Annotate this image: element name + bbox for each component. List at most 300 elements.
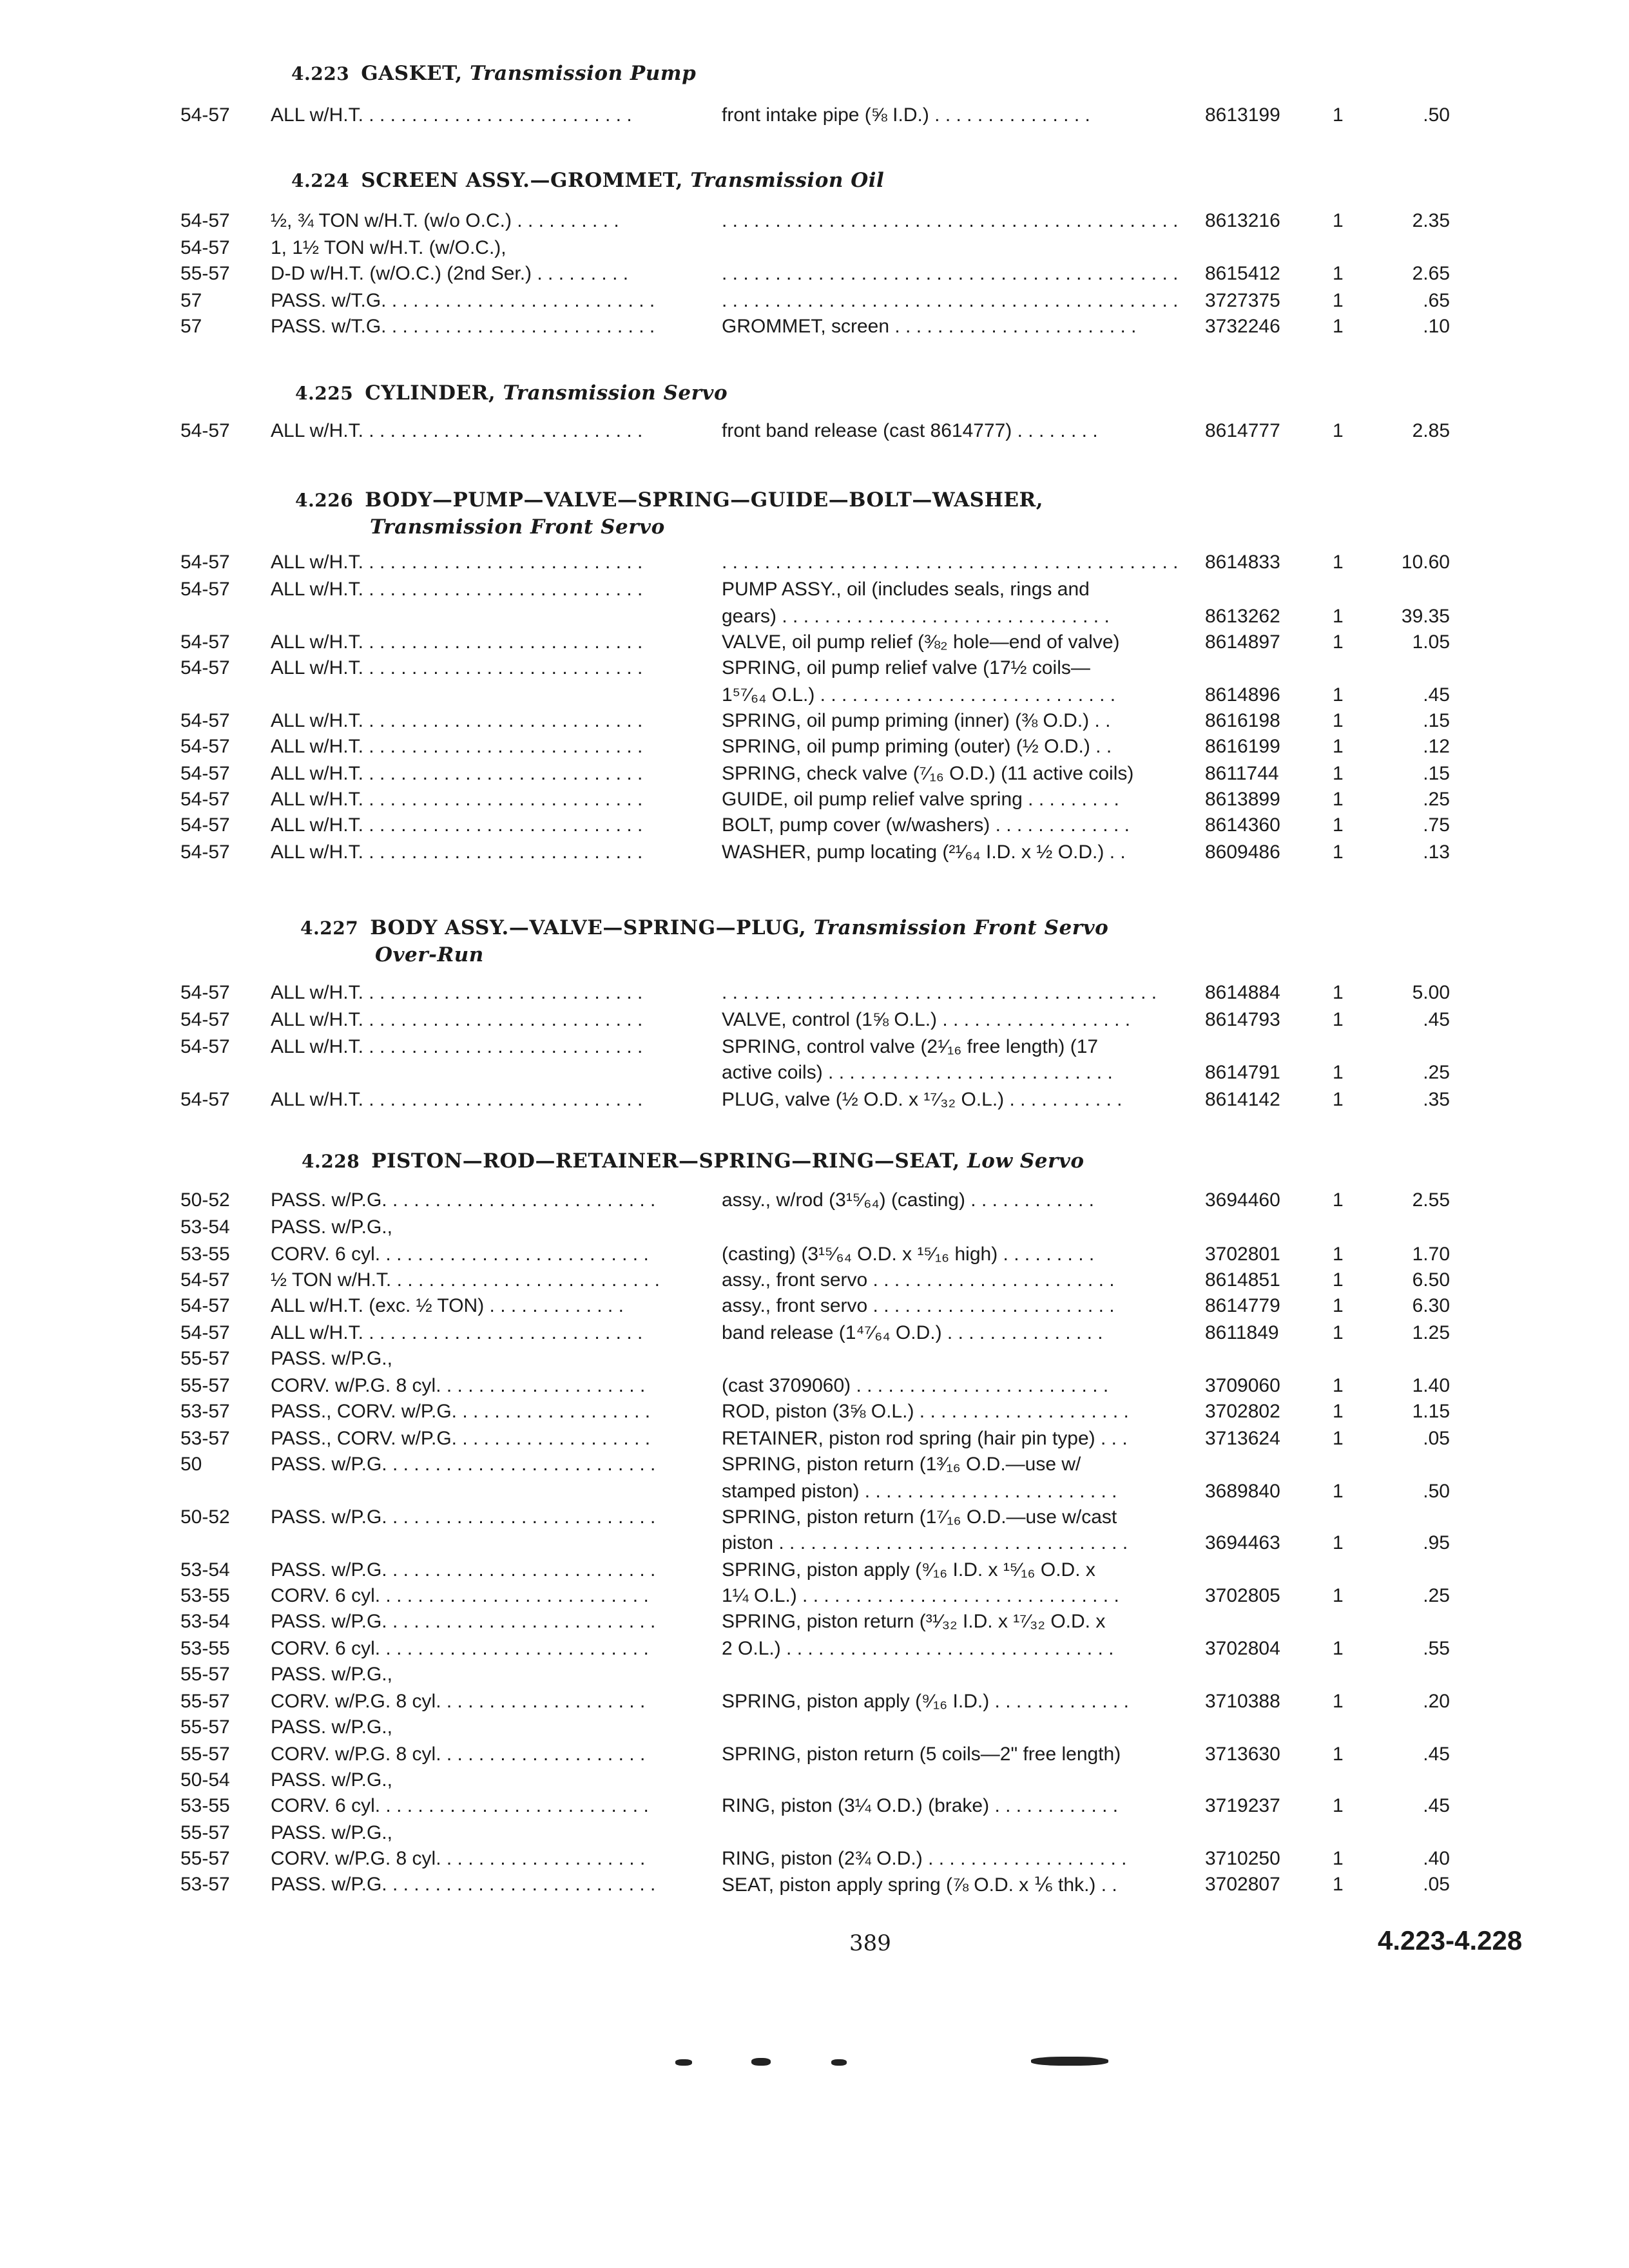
model-applicability: ALL w/H.T. . . . . . . . . . . . . . . . . . . . . . . . . . .: [271, 420, 643, 441]
model-applicability: CORV. w/P.G. 8 cyl. . . . . . . . . . . . . . . . . . . .: [271, 1848, 646, 1869]
model-year: 55-57: [180, 1375, 230, 1396]
model-year: 53-57: [180, 1428, 230, 1449]
model-applicability: CORV. 6 cyl. . . . . . . . . . . . . . . . . . . . . . . . . .: [271, 1244, 649, 1265]
model-year: 55-57: [180, 1848, 230, 1869]
part-description: gears) . . . . . . . . . . . . . . . . . . . . . . . . . . . . . . .: [722, 606, 1110, 627]
part-row: [0, 1822, 1629, 1845]
model-year: 57: [180, 316, 202, 337]
quantity: 1: [1333, 1269, 1344, 1291]
price: .05: [1423, 1428, 1450, 1449]
part-number: 3694460: [1205, 1189, 1280, 1211]
part-description: PLUG, valve (½ O.D. x ¹⁷⁄₃₂ O.L.) . . . . . . . . . . .: [722, 1089, 1123, 1110]
section-subtitle: Transmission Pump: [469, 62, 697, 85]
part-description: stamped piston) . . . . . . . . . . . . . . . . . . . . . . . .: [722, 1481, 1117, 1502]
section-heading-4-223: [291, 62, 696, 85]
model-applicability: ½ TON w/H.T. . . . . . . . . . . . . . . . . . . . . . . . . .: [271, 1269, 660, 1291]
model-applicability: PASS. w/T.G. . . . . . . . . . . . . . . . . . . . . . . . . .: [271, 290, 655, 311]
part-row: [0, 1795, 1629, 1818]
part-description: SPRING, piston apply (⁹⁄₁₆ I.D.) . . . . . . . . . . . . .: [722, 1691, 1129, 1712]
model-applicability: ALL w/H.T. . . . . . . . . . . . . . . . . . . . . . . . . . .: [271, 579, 643, 600]
price: 1.40: [1412, 1375, 1450, 1396]
part-row: [0, 1348, 1629, 1371]
part-row: [0, 1691, 1629, 1714]
model-year: 53-55: [180, 1244, 230, 1265]
part-row: [0, 710, 1629, 733]
model-applicability: PASS. w/P.G. . . . . . . . . . . . . . . . . . . . . . . . . .: [271, 1454, 656, 1475]
part-row: [0, 1454, 1629, 1477]
section-heading-4-227: [300, 916, 1108, 939]
part-number: 3710388: [1205, 1691, 1280, 1712]
price: .13: [1423, 841, 1450, 863]
model-applicability: ALL w/H.T. . . . . . . . . . . . . . . . . . . . . . . . . . .: [271, 657, 643, 678]
part-description: GUIDE, oil pump relief valve spring . . . . . . . . .: [722, 789, 1119, 810]
quantity: 1: [1333, 606, 1344, 627]
section-heading-4-226: [295, 488, 1043, 512]
quantity: 1: [1333, 631, 1344, 653]
model-year: 54-57: [180, 1089, 230, 1110]
section-number: 4.223: [291, 63, 350, 84]
model-applicability: ALL w/H.T. . . . . . . . . . . . . . . . . . . . . . . . . . .: [271, 736, 643, 757]
part-row: [0, 1559, 1629, 1582]
model-applicability: ALL w/H.T. . . . . . . . . . . . . . . . . . . . . . . . . . .: [271, 814, 643, 836]
quantity: 1: [1333, 552, 1344, 573]
model-applicability: CORV. w/P.G. 8 cyl. . . . . . . . . . . . . . . . . . . .: [271, 1744, 646, 1765]
price: .95: [1423, 1532, 1450, 1553]
price: .12: [1423, 736, 1450, 757]
part-number: 3719237: [1205, 1795, 1280, 1816]
print-mark: [1031, 2057, 1108, 2066]
model-year: 54-57: [180, 789, 230, 810]
section-heading-4-228: [302, 1149, 1084, 1173]
price: .50: [1423, 1481, 1450, 1502]
model-year: 50-52: [180, 1506, 230, 1528]
part-row: [0, 1216, 1629, 1240]
quantity: 1: [1333, 684, 1344, 706]
part-row: [0, 1506, 1629, 1530]
model-year: 57: [180, 290, 202, 311]
model-applicability: PASS. w/P.G. . . . . . . . . . . . . . . . . . . . . . . . . .: [271, 1559, 656, 1581]
part-row: [0, 736, 1629, 759]
model-applicability: ALL w/H.T. . . . . . . . . . . . . . . . . . . . . . . . . . .: [271, 763, 643, 784]
part-description: VALVE, control (1⅝ O.L.) . . . . . . . . . . . . . . . . . .: [722, 1009, 1131, 1030]
price: .65: [1423, 290, 1450, 311]
quantity: 1: [1333, 1874, 1344, 1895]
model-applicability: 1, 1½ TON w/H.T. (w/O.C.),: [271, 237, 506, 258]
part-row: [0, 982, 1629, 1005]
part-row: [0, 552, 1629, 575]
part-number: 8611744: [1205, 763, 1279, 784]
part-row: [0, 579, 1629, 602]
model-year: 54-57: [180, 1322, 230, 1343]
part-description: piston . . . . . . . . . . . . . . . . . . . . . . . . . . . . . . . . .: [722, 1532, 1128, 1553]
quantity: 1: [1333, 1744, 1344, 1765]
section-subtitle: Over-Run: [375, 943, 484, 966]
price: .25: [1423, 1585, 1450, 1606]
part-row: [0, 1401, 1629, 1424]
part-description: . . . . . . . . . . . . . . . . . . . . . . . . . . . . . . . . . . . . . . . . .: [722, 982, 1157, 1003]
model-applicability: PASS. w/P.G.,: [271, 1348, 392, 1369]
quantity: 1: [1333, 1428, 1344, 1449]
model-year: 53-55: [180, 1638, 230, 1659]
part-number: 8616199: [1205, 736, 1280, 757]
price: .50: [1423, 104, 1450, 126]
part-row: [0, 316, 1629, 339]
price: .40: [1423, 1848, 1450, 1869]
part-description: SPRING, check valve (⁷⁄₁₆ O.D.) (11 active coils): [722, 763, 1134, 784]
part-row: [0, 1716, 1629, 1740]
price: 6.50: [1412, 1269, 1450, 1291]
part-description: (cast 3709060) . . . . . . . . . . . . . . . . . . . . . . . .: [722, 1375, 1109, 1396]
part-description: 2 O.L.) . . . . . . . . . . . . . . . . . . . . . . . . . . . . . . .: [722, 1638, 1114, 1659]
part-number: 3727375: [1205, 290, 1280, 311]
model-year: 54-57: [180, 210, 230, 231]
part-row: [0, 1269, 1629, 1293]
price: .55: [1423, 1638, 1450, 1659]
part-number: 3702804: [1205, 1638, 1280, 1659]
print-mark: [831, 2059, 847, 2066]
model-applicability: ALL w/H.T. . . . . . . . . . . . . . . . . . . . . . . . . . .: [271, 982, 643, 1003]
section-subtitle: Transmission Oil: [690, 169, 885, 192]
part-row: [0, 1295, 1629, 1318]
model-applicability: PASS. w/P.G. . . . . . . . . . . . . . . . . . . . . . . . . .: [271, 1506, 656, 1528]
part-description: ROD, piston (3⅝ O.L.) . . . . . . . . . . . . . . . . . . . .: [722, 1401, 1129, 1422]
model-applicability: ALL w/H.T. . . . . . . . . . . . . . . . . . . . . . . . . . .: [271, 841, 643, 863]
quantity: 1: [1333, 210, 1344, 231]
section-title: PISTON—ROD—RETAINER—SPRING—RING—SEAT,: [371, 1149, 960, 1173]
section-subtitle: Transmission Servo: [503, 381, 728, 405]
part-number: 8614791: [1205, 1062, 1280, 1083]
part-description: assy., front servo . . . . . . . . . . . . . . . . . . . . . . .: [722, 1269, 1115, 1291]
model-year: 53-54: [180, 1216, 230, 1238]
part-description: . . . . . . . . . . . . . . . . . . . . . . . . . . . . . . . . . . . . . . . . . . .: [722, 552, 1179, 573]
part-row: [0, 1189, 1629, 1213]
part-description: SPRING, oil pump relief valve (17½ coils—: [722, 657, 1090, 678]
part-number: 3732246: [1205, 316, 1280, 337]
price: 2.55: [1412, 1189, 1450, 1211]
part-description: RETAINER, piston rod spring (hair pin type) . . .: [722, 1428, 1128, 1449]
page-number: 389: [849, 1930, 891, 1956]
section-subtitle: Low Servo: [967, 1149, 1084, 1173]
quantity: 1: [1333, 1532, 1344, 1553]
part-number: 3710250: [1205, 1848, 1280, 1869]
part-description: . . . . . . . . . . . . . . . . . . . . . . . . . . . . . . . . . . . . . . . . . . .: [722, 263, 1179, 284]
model-applicability: PASS. w/P.G. . . . . . . . . . . . . . . . . . . . . . . . . .: [271, 1874, 656, 1895]
part-number: 8613216: [1205, 210, 1280, 231]
model-year: 54-57: [180, 420, 230, 441]
quantity: 1: [1333, 814, 1344, 836]
part-description: SPRING, piston return (5 coils—2" free length): [722, 1744, 1121, 1765]
quantity: 1: [1333, 1585, 1344, 1606]
part-row: [0, 684, 1629, 707]
quantity: 1: [1333, 789, 1344, 810]
part-description: . . . . . . . . . . . . . . . . . . . . . . . . . . . . . . . . . . . . . . . . . . .: [722, 210, 1179, 231]
part-description: 1¼ O.L.) . . . . . . . . . . . . . . . . . . . . . . . . . . . . . .: [722, 1585, 1119, 1606]
part-number: 8616198: [1205, 710, 1280, 731]
model-year: 54-57: [180, 814, 230, 836]
part-description: assy., w/rod (3¹⁵⁄₆₄) (casting) . . . . . . . . . . . .: [722, 1189, 1095, 1211]
section-title: SCREEN ASSY.—GROMMET,: [361, 169, 683, 192]
part-row: [0, 1664, 1629, 1687]
part-description: SPRING, oil pump priming (inner) (⅜ O.D.) . .: [722, 710, 1111, 731]
quantity: 1: [1333, 1401, 1344, 1422]
quantity: 1: [1333, 1375, 1344, 1396]
part-number: 3713624: [1205, 1428, 1280, 1449]
model-year: 53-57: [180, 1401, 230, 1422]
model-applicability: PASS. w/P.G. . . . . . . . . . . . . . . . . . . . . . . . . .: [271, 1189, 656, 1211]
price: 2.85: [1412, 420, 1450, 441]
model-year: 55-57: [180, 1348, 230, 1369]
part-description: SPRING, control valve (2¹⁄₁₆ free length) (17: [722, 1036, 1099, 1057]
section-heading-4-224: [291, 169, 884, 192]
model-year: 54-57: [180, 1009, 230, 1030]
price: .10: [1423, 316, 1450, 337]
part-row: [0, 606, 1629, 629]
part-row: [0, 420, 1629, 443]
price: .15: [1423, 763, 1450, 784]
section-number: 4.228: [302, 1151, 360, 1172]
part-row: [0, 814, 1629, 838]
model-applicability: PASS. w/P.G.,: [271, 1769, 392, 1791]
section-title: BODY ASSY.—VALVE—SPRING—PLUG,: [370, 916, 807, 939]
part-description: RING, piston (2¾ O.D.) . . . . . . . . . . . . . . . . . . .: [722, 1848, 1127, 1869]
model-year: 55-57: [180, 1744, 230, 1765]
quantity: 1: [1333, 710, 1344, 731]
model-applicability: ALL w/H.T. . . . . . . . . . . . . . . . . . . . . . . . . . .: [271, 552, 643, 573]
model-year: 54-57: [180, 1269, 230, 1291]
quantity: 1: [1333, 841, 1344, 863]
model-year: 54-57: [180, 104, 230, 126]
part-row: [0, 1532, 1629, 1555]
part-description: GROMMET, screen . . . . . . . . . . . . . . . . . . . . . . .: [722, 316, 1137, 337]
part-row: [0, 210, 1629, 233]
section-number: 4.226: [295, 490, 354, 511]
price: 1.70: [1412, 1244, 1450, 1265]
model-year: 50: [180, 1454, 202, 1475]
section-title: BODY—PUMP—VALVE—SPRING—GUIDE—BOLT—WASHER,: [365, 488, 1044, 512]
part-description: (casting) (3¹⁵⁄₆₄ O.D. x ¹⁵⁄₁₆ high) . . . . . . . . .: [722, 1244, 1095, 1265]
part-row: [0, 1848, 1629, 1871]
model-applicability: CORV. w/P.G. 8 cyl. . . . . . . . . . . . . . . . . . . .: [271, 1375, 646, 1396]
section-number: 4.227: [300, 918, 359, 939]
model-year: 54-57: [180, 552, 230, 573]
quantity: 1: [1333, 1638, 1344, 1659]
part-row: [0, 1428, 1629, 1451]
part-row: [0, 1322, 1629, 1345]
model-applicability: ALL w/H.T. . . . . . . . . . . . . . . . . . . . . . . . . . .: [271, 1322, 643, 1343]
part-description: PUMP ASSY., oil (includes seals, rings and: [722, 579, 1090, 600]
quantity: 1: [1333, 263, 1344, 284]
part-row: [0, 1009, 1629, 1032]
part-row: [0, 1036, 1629, 1059]
part-description: RING, piston (3¼ O.D.) (brake) . . . . . . . . . . . .: [722, 1795, 1119, 1816]
quantity: 1: [1333, 104, 1344, 126]
quantity: 1: [1333, 1295, 1344, 1316]
part-number: 8613199: [1205, 104, 1280, 126]
model-applicability: PASS. w/P.G.,: [271, 1664, 392, 1685]
part-description: SEAT, piston apply spring (⅞ O.D. x ⅙ thk.) . .: [722, 1874, 1117, 1896]
model-year: 55-57: [180, 1716, 230, 1738]
part-number: 8614851: [1205, 1269, 1280, 1291]
model-year: 54-57: [180, 763, 230, 784]
model-applicability: D-D w/H.T. (w/O.C.) (2nd Ser.) . . . . . . . . .: [271, 263, 629, 284]
model-applicability: CORV. 6 cyl. . . . . . . . . . . . . . . . . . . . . . . . . .: [271, 1795, 649, 1816]
part-description: SPRING, piston apply (⁹⁄₁₆ I.D. x ¹⁵⁄₁₆ O.D. x: [722, 1559, 1095, 1581]
part-description: VALVE, oil pump relief (⅜₂ hole—end of valve): [722, 631, 1120, 653]
part-row: [0, 237, 1629, 260]
price: .35: [1423, 1089, 1450, 1110]
model-year: 54-57: [180, 631, 230, 653]
part-number: 3702802: [1205, 1401, 1280, 1422]
part-number: 8611849: [1205, 1322, 1279, 1343]
model-year: 54-57: [180, 237, 230, 258]
part-row: [0, 789, 1629, 812]
quantity: 1: [1333, 1244, 1344, 1265]
part-number: 8609486: [1205, 841, 1280, 863]
quantity: 1: [1333, 1795, 1344, 1816]
part-number: 8614779: [1205, 1295, 1280, 1316]
model-applicability: ALL w/H.T. . . . . . . . . . . . . . . . . . . . . . . . . . .: [271, 710, 643, 731]
model-applicability: PASS., CORV. w/P.G. . . . . . . . . . . . . . . . . . .: [271, 1401, 651, 1422]
model-year: 55-57: [180, 1664, 230, 1685]
page-range-label: 4.223-4.228: [1378, 1925, 1523, 1956]
quantity: 1: [1333, 1189, 1344, 1211]
model-year: 54-57: [180, 657, 230, 678]
section-heading-4-226-line2: [370, 515, 665, 539]
part-row: [0, 1062, 1629, 1085]
part-row: [0, 657, 1629, 680]
part-description: SPRING, piston return (³¹⁄₃₂ I.D. x ¹⁷⁄₃₂ O.D. x: [722, 1611, 1106, 1632]
model-applicability: ALL w/H.T. . . . . . . . . . . . . . . . . . . . . . . . . . .: [271, 1009, 643, 1030]
part-description: WASHER, pump locating (²¹⁄₆₄ I.D. x ½ O.D.) . .: [722, 841, 1126, 863]
section-number: 4.225: [295, 383, 354, 404]
quantity: 1: [1333, 1322, 1344, 1343]
part-number: 8614897: [1205, 631, 1280, 653]
part-number: 3689840: [1205, 1481, 1280, 1502]
part-number: 8615412: [1205, 263, 1280, 284]
price: .45: [1423, 1009, 1450, 1030]
quantity: 1: [1333, 1848, 1344, 1869]
price: 1.15: [1412, 1401, 1450, 1422]
model-applicability: PASS., CORV. w/P.G. . . . . . . . . . . . . . . . . . .: [271, 1428, 651, 1449]
quantity: 1: [1333, 1009, 1344, 1030]
price: 10.60: [1401, 552, 1450, 573]
part-row: [0, 1244, 1629, 1267]
part-description: SPRING, oil pump priming (outer) (½ O.D.) . .: [722, 736, 1112, 757]
model-year: 54-57: [180, 710, 230, 731]
quantity: 1: [1333, 1481, 1344, 1502]
part-row: [0, 631, 1629, 655]
model-year: 55-57: [180, 1691, 230, 1712]
model-applicability: PASS. w/P.G.,: [271, 1216, 392, 1238]
part-row: [0, 1769, 1629, 1792]
part-description: SPRING, piston return (1⁷⁄₁₆ O.D.—use w/cast: [722, 1506, 1117, 1528]
model-year: 53-55: [180, 1585, 230, 1606]
model-year: 53-54: [180, 1611, 230, 1632]
part-number: 8614360: [1205, 814, 1280, 836]
model-applicability: CORV. w/P.G. 8 cyl. . . . . . . . . . . . . . . . . . . .: [271, 1691, 646, 1712]
price: 1.05: [1412, 631, 1450, 653]
model-year: 53-57: [180, 1874, 230, 1895]
section-number: 4.224: [291, 170, 350, 191]
model-year: 55-57: [180, 263, 230, 284]
part-description: assy., front servo . . . . . . . . . . . . . . . . . . . . . . .: [722, 1295, 1115, 1316]
section-subtitle: Transmission Front Servo: [370, 515, 665, 539]
model-year: 55-57: [180, 1822, 230, 1843]
quantity: 1: [1333, 982, 1344, 1003]
part-row: [0, 1611, 1629, 1634]
part-row: [0, 1089, 1629, 1112]
part-number: 8613899: [1205, 789, 1280, 810]
quantity: 1: [1333, 1691, 1344, 1712]
part-description: front band release (cast 8614777) . . . . . . . .: [722, 420, 1098, 441]
part-number: 8614884: [1205, 982, 1280, 1003]
model-applicability: ALL w/H.T. . . . . . . . . . . . . . . . . . . . . . . . . . .: [271, 1036, 643, 1057]
model-year: 54-57: [180, 1036, 230, 1057]
model-applicability: PASS. w/P.G.,: [271, 1822, 392, 1843]
part-number: 8614142: [1205, 1089, 1280, 1110]
section-title: GASKET,: [361, 62, 463, 85]
print-mark: [751, 2058, 771, 2066]
price: .05: [1423, 1874, 1450, 1895]
part-row: [0, 290, 1629, 313]
price: 39.35: [1401, 606, 1450, 627]
part-number: 8613262: [1205, 606, 1280, 627]
model-year: 53-54: [180, 1559, 230, 1581]
model-applicability: CORV. 6 cyl. . . . . . . . . . . . . . . . . . . . . . . . . .: [271, 1585, 649, 1606]
part-description: . . . . . . . . . . . . . . . . . . . . . . . . . . . . . . . . . . . . . . . . . . .: [722, 290, 1179, 311]
price: 6.30: [1412, 1295, 1450, 1316]
model-year: 54-57: [180, 982, 230, 1003]
price: 5.00: [1412, 982, 1450, 1003]
model-applicability: PASS. w/T.G. . . . . . . . . . . . . . . . . . . . . . . . . .: [271, 316, 655, 337]
model-year: 54-57: [180, 1295, 230, 1316]
part-number: 3702807: [1205, 1874, 1280, 1895]
price: .45: [1423, 1744, 1450, 1765]
model-year: 54-57: [180, 736, 230, 757]
part-row: [0, 1375, 1629, 1398]
model-applicability: ½, ¾ TON w/H.T. (w/o O.C.) . . . . . . . . . .: [271, 210, 619, 231]
quantity: 1: [1333, 1062, 1344, 1083]
part-row: [0, 1638, 1629, 1661]
quantity: 1: [1333, 316, 1344, 337]
price: 2.35: [1412, 210, 1450, 231]
model-year: 54-57: [180, 841, 230, 863]
print-mark: [675, 2059, 692, 2066]
model-applicability: PASS. w/P.G. . . . . . . . . . . . . . . . . . . . . . . . . .: [271, 1611, 656, 1632]
section-title: CYLINDER,: [365, 381, 496, 405]
model-applicability: ALL w/H.T. . . . . . . . . . . . . . . . . . . . . . . . . . .: [271, 1089, 643, 1110]
part-number: 8614896: [1205, 684, 1280, 706]
model-year: 50-54: [180, 1769, 230, 1791]
part-row: [0, 104, 1629, 128]
quantity: 1: [1333, 420, 1344, 441]
quantity: 1: [1333, 763, 1344, 784]
part-number: 8614793: [1205, 1009, 1280, 1030]
quantity: 1: [1333, 736, 1344, 757]
model-year: 53-55: [180, 1795, 230, 1816]
model-applicability: ALL w/H.T. (exc. ½ TON) . . . . . . . . . . . . .: [271, 1295, 624, 1316]
section-heading-4-225: [295, 381, 728, 405]
quantity: 1: [1333, 290, 1344, 311]
price: .15: [1423, 710, 1450, 731]
part-number: 3713630: [1205, 1744, 1280, 1765]
section-subtitle: Transmission Front Servo: [813, 916, 1109, 939]
part-number: 3709060: [1205, 1375, 1280, 1396]
quantity: 1: [1333, 1089, 1344, 1110]
model-applicability: ALL w/H.T. . . . . . . . . . . . . . . . . . . . . . . . . . .: [271, 789, 643, 810]
section-heading-4-227-line2: [375, 943, 484, 966]
part-number: 8614833: [1205, 552, 1280, 573]
